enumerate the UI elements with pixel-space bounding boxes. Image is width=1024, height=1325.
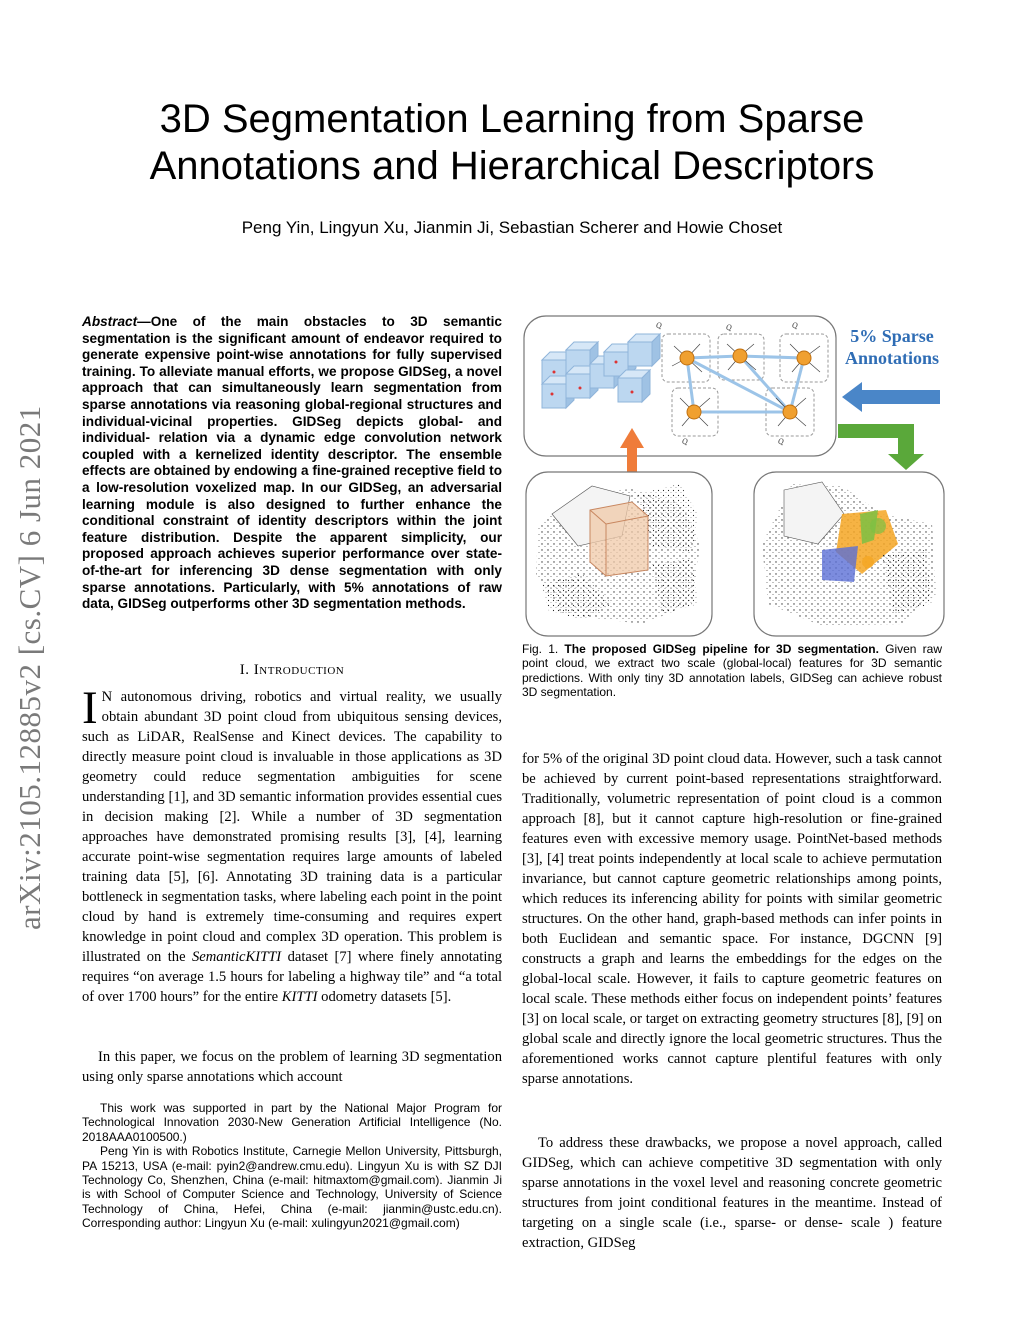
section-heading [82, 662, 502, 679]
q-label-2: Q [726, 324, 732, 332]
caption-text: Given raw point cloud, we extract two scale (global-local) features for 3D semantic predictions. With only tiny 3D annotation labels, GIDSeg can achieve robust 3D segmentation. [522, 642, 942, 700]
intro-paragraph-1 [82, 682, 502, 1007]
abstract-text: —One of the main obstacles to 3D semantic segmentation is the significant amount of endeavor required to generate expensive point-wise annotations for fully supervised training. To alleviate manual efforts, we propose GIDSeg, a novel approach that can simultaneously learn segmentation from sparse annotations via reasoning global-regional structures and individual-vicinal properties. GIDSeg depicts global- and individual- relation via a dynamic edge convolution network coupled with a kernelized identity descriptor. The ensemble effects are obtained by endowing a fine-grained receptive field to a low-resolution voxelized map. In our GIDSeg, an adversarial learning module is also designed to further enhance the conditional constraint of identity descriptors within the joint feature distribution. Despite the apparent simplicity, our proposed approach achieves superior performance over state-of-the-art for inferencing 3D dense segmentation with only sparse annotations. Particularly, with 5% annotations of raw data, GIDSeg outperforms other 3D segmentation methods. [82, 314, 502, 612]
title-line-1: 3D Segmentation Learning from Sparse [159, 97, 865, 141]
drop-cap: I [82, 682, 98, 734]
intro-p1-text-b: dataset [7] where finely annotating requires “on average 1.5 hours for labeling a highway tile” and “a total of over 1700 hours” for the entire [82, 949, 502, 1005]
green-arrow-icon [838, 424, 924, 470]
section-title: Introduction [253, 662, 345, 678]
abstract [82, 314, 502, 613]
section-number: I. [239, 662, 250, 678]
annotation-label-line-2: Annotations [844, 348, 940, 368]
intro-p1-text-c: odometry datasets [5]. [321, 989, 452, 1005]
right-paragraph-2: To address these drawbacks, we propose a novel approach, called GIDSeg, which can achieve competitive 3D segmentation with only sparse annotations in the voxel level and reasoning concrete geometric structures from joint conditional features in the meantime. Instead of targeting on a single scale (i.e., sparse- or dense- scale ) feature extraction, GIDSeg [522, 1135, 942, 1251]
author-list: Peng Yin, Lingyun Xu, Jianmin Ji, Sebastian Scherer and Howie Choset [241, 218, 783, 237]
kitti-name: KITTI [281, 989, 318, 1005]
blue-arrow-icon [842, 382, 940, 412]
right-paragraph-1: for 5% of the original 3D point cloud data. However, such a task cannot be achieved by current point-based representations straightforward. Traditionally, volumetric representation of point cloud is a common approach [8], but it cannot capture high-resolution or fine-grained features even with excessive memory usage. PointNet-based methods [3], [4] treat points independently at local scale to achieve permutation invariance, but cannot capture geometric relationships among points, which reduces its inferencing ability for points with similar geometric structures. On the other hand, graph-based methods can infer points in both Euclidean and semantic space. For instance, DGCNN [9] constructs a graph and learns the embeddings for the edges on the global-local scale. However, it fails to capture geometric features on local scale. These methods either focus on independent points’ features [3] on local scale, or target on extracting geometry structures [8], [9] on global scale and directly ignore the local geometric structures. Thus the aforementioned works cannot capture plentiful features with only sparse annotations. [522, 751, 942, 1087]
paper-title [100, 96, 924, 190]
annotation-label-line-1: 5% Sparse [850, 326, 934, 346]
pipeline-figure [522, 314, 948, 640]
q-label-5: Q [778, 438, 784, 446]
caption-label: Fig. 1. [522, 642, 559, 656]
affiliation-note: Peng Yin is with Robotics Institute, Carnegie Mellon University, Pittsburgh, PA 15213, USA (e-mail: pyin2@andrew.cmu.edu). Lingyun Xu is with SZ DJI Technology Co, Shenzhen, China (e-mail: hitmaxtom@gmail.com). Jianmin Ji is with School of Computer Science and Technology, University of Science Technology of China, Hefei, China (e-mail: jianmin@ustc.edu.cn). Corresponding author: Lingyun Xu (e-mail: xulingyun2021@gmail.com) [82, 1144, 502, 1231]
semantickitti-name: SemanticKITTI [191, 949, 282, 965]
pipeline-diagram [522, 314, 948, 640]
q-label-4: Q [682, 438, 688, 446]
caption-bold: The proposed GIDSeg pipeline for 3D segmentation. [564, 642, 879, 656]
title-line-2: Annotations and Hierarchical Descriptors [149, 144, 875, 188]
footnote [82, 1101, 502, 1231]
abstract-label: Abstract [82, 314, 138, 329]
q-label-1: Q [656, 322, 662, 330]
figure-caption [522, 642, 942, 700]
intro-p1-text: N autonomous driving, robotics and virtual reality, we usually obtain abundant 3D point cloud from ubiquitous sensing devices, such as LiDAR, RealSense and Kinect devices. The capability to directly measure point cloud is invaluable in those applications as 3D geometry could reduce segmentation ambiguities for scene understanding [1], and 3D semantic information provides essential cues in decision making [2]. While a number of 3D segmentation approaches have demonstrated promising results [3], [4], learning accurate point-wise segmentation requires large amounts of labeled training data [5], [6]. Annotating 3D training data is a particular bottleneck in segmentation tasks, where labeling each point in the point cloud by hand is extremely time-consuming and requires expert knowledge in point cloud and complex 3D operation. This problem is illustrated on the [82, 689, 502, 965]
intro-paragraph-2: In this paper, we focus on the problem of learning 3D segmentation using only sparse annotations which account [82, 1049, 502, 1085]
q-label-3: Q [792, 322, 798, 330]
arxiv-identifier: arXiv:2105.12885v2 [cs.CV] 6 Jun 2021 [12, 405, 47, 930]
funding-note: This work was supported in part by the National Major Program for Technological Innovation 2030-New Generation Artificial Intelligence (No. 2018AAA0100500.) [82, 1101, 502, 1144]
